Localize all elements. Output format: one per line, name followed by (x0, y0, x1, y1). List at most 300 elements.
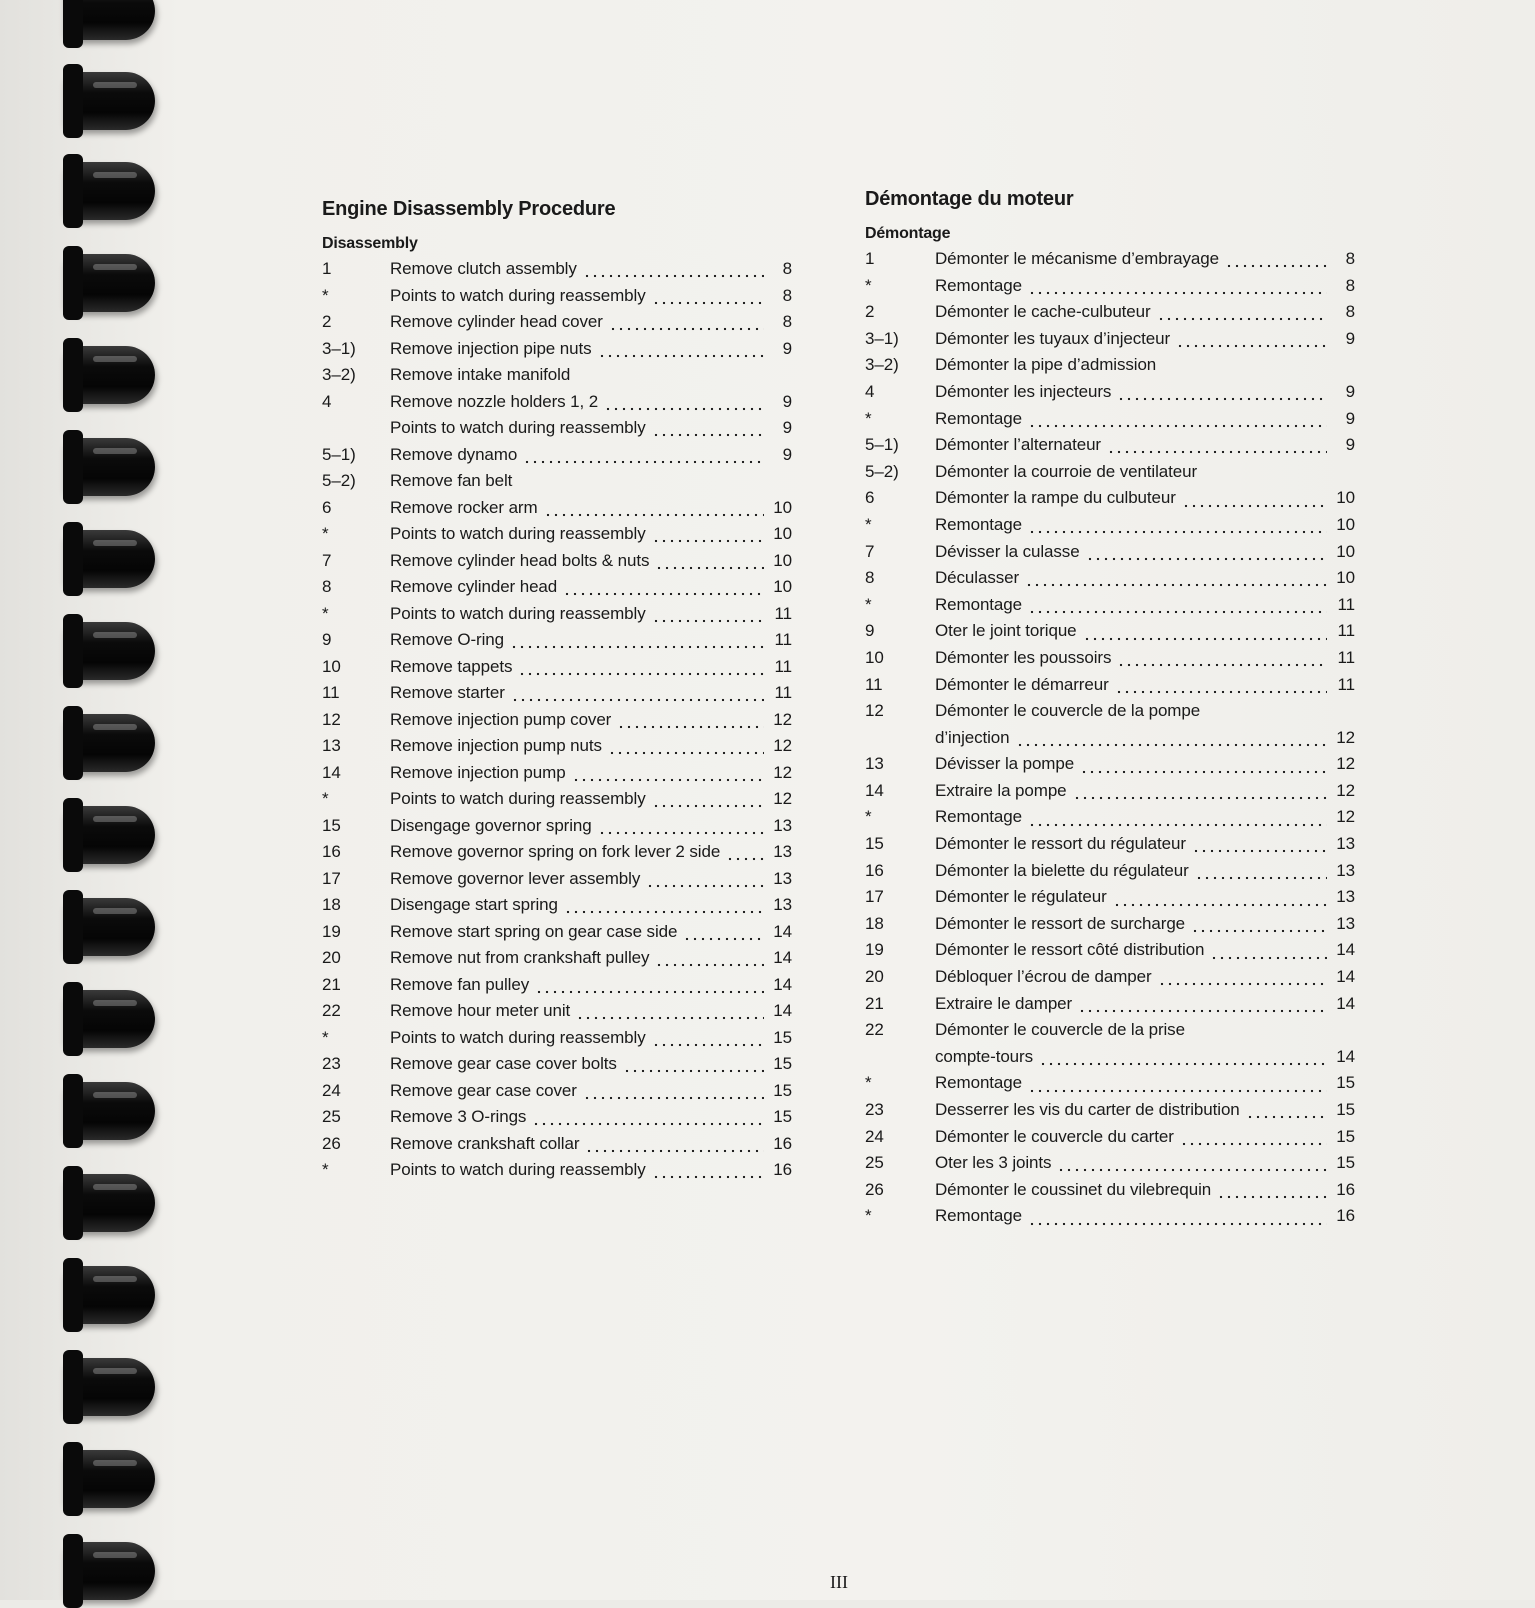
toc-item-number: 10 (865, 647, 884, 667)
toc-item-number: 26 (322, 1133, 341, 1153)
dot-leader (1195, 876, 1327, 880)
toc-item-text: Remove O-ring (390, 630, 504, 649)
toc-item-text: compte-tours (935, 1046, 1034, 1066)
toc-item-page: 13 (1336, 860, 1355, 880)
toc-row (865, 515, 1355, 542)
binding-coil (63, 1266, 155, 1324)
binding-coil (63, 162, 155, 220)
toc-item-text: Démonter le cache-culbuteur (935, 302, 1151, 322)
dot-leader (1176, 344, 1327, 348)
toc-item-page: 12 (1336, 727, 1355, 747)
toc-row (322, 604, 792, 631)
toc-item-number: 3–1) (322, 338, 356, 358)
toc-item-number: 5–2) (865, 461, 899, 481)
toc-item-number: * (322, 789, 329, 808)
toc-item-number: 14 (865, 780, 884, 800)
toc-item-page: 14 (1336, 993, 1355, 1013)
english-subtitle: Disassembly (322, 235, 418, 252)
toc-item-text: Remove hour meter unit (390, 1001, 571, 1020)
english-toc (322, 198, 792, 1187)
toc-item-page: 16 (1336, 1179, 1355, 1199)
toc-item-number: 8 (865, 568, 875, 588)
binding-coil (63, 346, 155, 404)
toc-row (322, 763, 792, 790)
toc-item-text: Remove governor lever assembly (390, 868, 641, 888)
toc-item-page: 8 (782, 285, 792, 305)
toc-row (865, 595, 1355, 622)
toc-item-page: 10 (773, 550, 792, 570)
french-toc-list (865, 249, 1355, 1233)
toc-item-text: Disengage governor spring (390, 815, 592, 835)
toc-item-number: 16 (322, 842, 341, 861)
toc-item-number: * (322, 524, 329, 543)
toc-item-number: 23 (322, 1054, 341, 1073)
toc-item-number: 19 (322, 921, 341, 941)
toc-item-page: 9 (1345, 408, 1355, 428)
toc-item-text: Dévisser la pompe (935, 754, 1075, 774)
toc-item-number: 15 (322, 815, 341, 835)
dot-leader (1057, 1168, 1327, 1172)
toc-item-text: Remontage (935, 1073, 1022, 1093)
toc-row (322, 657, 792, 684)
dot-leader (1039, 1062, 1327, 1066)
toc-row (865, 382, 1355, 409)
toc-row (865, 675, 1355, 702)
binding-coil (63, 898, 155, 956)
toc-row (865, 648, 1355, 675)
toc-item-number: * (865, 408, 872, 428)
toc-row (865, 940, 1355, 967)
dot-leader (563, 592, 764, 596)
toc-item-number: * (322, 1160, 329, 1179)
toc-item-page: 13 (773, 842, 792, 861)
dot-leader (652, 619, 764, 623)
toc-row (865, 249, 1355, 276)
toc-item-text: Démonter le ressort côté distribution (935, 940, 1205, 960)
toc-item-text: Déculasser (935, 568, 1020, 588)
toc-row (322, 471, 792, 498)
dot-leader (1073, 796, 1327, 800)
dot-leader (1157, 317, 1327, 321)
toc-row (322, 683, 792, 710)
dot-leader (617, 725, 764, 729)
toc-item-text: Démonter la bielette du régulateur (935, 860, 1189, 880)
dot-leader (1107, 450, 1327, 454)
dot-leader (1028, 291, 1327, 295)
dot-leader (1028, 610, 1327, 614)
dot-leader (1117, 663, 1327, 667)
dot-leader (518, 486, 764, 490)
toc-item-page: 14 (1336, 967, 1355, 987)
toc-item-number: 13 (322, 736, 341, 755)
toc-row (322, 286, 792, 313)
dot-leader (652, 433, 764, 437)
toc-item-text: Remontage (935, 514, 1022, 534)
toc-item-page: 12 (1336, 754, 1355, 774)
toc-row (865, 1100, 1355, 1127)
toc-item-number: 17 (865, 887, 884, 907)
toc-row (865, 701, 1355, 728)
toc-item-page: 9 (1345, 435, 1355, 455)
toc-item-page: 15 (1336, 1153, 1355, 1173)
toc-item-number: * (322, 1027, 329, 1047)
toc-item-number: 9 (322, 630, 332, 649)
toc-item-number: 19 (865, 940, 884, 960)
dot-leader (652, 1043, 764, 1047)
dot-leader (726, 857, 764, 861)
toc-row (865, 355, 1355, 382)
dot-leader (1086, 557, 1327, 561)
toc-item-text: Remove nut from crankshaft pulley (390, 948, 650, 967)
toc-item-page: 13 (1336, 834, 1355, 854)
toc-row (322, 418, 792, 445)
binding-coil (63, 438, 155, 496)
toc-item-page: 13 (1336, 913, 1355, 933)
toc-row (322, 1081, 792, 1108)
toc-item-number: 25 (322, 1107, 341, 1126)
dot-leader (1192, 849, 1327, 853)
dot-leader (655, 963, 764, 967)
toc-item-text: Remove intake manifold (390, 365, 571, 384)
dot-leader (1028, 530, 1327, 534)
toc-item-text: Démonter la rampe du culbuteur (935, 488, 1176, 508)
toc-item-page: 15 (773, 1080, 792, 1100)
toc-row (865, 967, 1355, 994)
toc-item-page: 16 (773, 1160, 792, 1179)
toc-item-text: Remove injection pump (390, 762, 566, 782)
toc-item-page: 13 (773, 815, 792, 835)
toc-item-text: Extraire le damper (935, 993, 1073, 1013)
toc-item-page: 8 (782, 312, 792, 331)
toc-item-number: * (322, 603, 329, 623)
toc-row (322, 1134, 792, 1161)
toc-item-number: 23 (865, 1100, 884, 1119)
toc-item-page: 10 (1336, 488, 1355, 508)
toc-item-number: 21 (865, 993, 884, 1013)
toc-row (865, 1127, 1355, 1154)
toc-item-page: 10 (1336, 568, 1355, 588)
toc-row (865, 621, 1355, 648)
toc-item-page: 11 (1337, 674, 1355, 694)
toc-row (865, 887, 1355, 914)
toc-item-page: 9 (782, 338, 792, 358)
dot-leader (572, 778, 764, 782)
toc-row (865, 302, 1355, 329)
toc-item-page: 9 (1345, 328, 1355, 348)
toc-row (865, 276, 1355, 303)
toc-item-text: Démonter les poussoirs (935, 647, 1112, 667)
toc-item-text: Démonter le couvercle de la pompe (935, 701, 1201, 721)
toc-item-number: * (865, 1073, 872, 1093)
binding-coil (63, 0, 155, 40)
toc-item-text: Remove gear case cover (390, 1080, 577, 1100)
dot-leader (683, 937, 764, 941)
toc-item-number: 5–2) (322, 471, 356, 490)
dot-leader (511, 698, 764, 702)
toc-row (322, 524, 792, 551)
dot-leader (583, 1096, 764, 1100)
dot-leader (544, 513, 764, 517)
dot-leader (510, 645, 764, 649)
toc-item-number: 15 (865, 834, 884, 854)
dot-leader (652, 301, 764, 305)
toc-item-number: 4 (865, 381, 875, 401)
toc-item-number: 9 (865, 621, 875, 641)
toc-row (865, 435, 1355, 462)
toc-item-text: Remove dynamo (390, 444, 518, 464)
dot-leader (1191, 1036, 1327, 1040)
dot-leader (598, 354, 764, 358)
toc-row (322, 1107, 792, 1134)
dot-leader (652, 804, 764, 808)
toc-item-number: 1 (322, 259, 332, 278)
toc-item-text: Remove fan belt (390, 471, 513, 490)
binding-coil (63, 530, 155, 588)
toc-item-number: 22 (865, 1020, 884, 1040)
toc-item-number: 17 (322, 868, 341, 888)
binding-coil (63, 990, 155, 1048)
binding-coil (63, 806, 155, 864)
dot-leader (532, 1122, 764, 1126)
toc-row (865, 994, 1355, 1021)
toc-item-text: Remove nozzle holders 1, 2 (390, 391, 599, 411)
toc-item-page: 13 (1336, 887, 1355, 907)
dot-leader (576, 380, 764, 384)
toc-item-text: Points to watch during reassembly (390, 285, 646, 305)
toc-item-text: Démonter le mécanisme d’embrayage (935, 249, 1219, 268)
dot-leader (1078, 1009, 1327, 1013)
toc-item-number: 21 (322, 974, 341, 994)
toc-item-number: 12 (322, 709, 341, 729)
toc-item-number: 8 (322, 577, 332, 596)
dot-leader (535, 990, 764, 994)
toc-row (865, 542, 1355, 569)
dot-leader (609, 327, 764, 331)
toc-row (865, 1047, 1355, 1074)
toc-item-page: 16 (1336, 1206, 1355, 1226)
toc-item-text: Oter les 3 joints (935, 1153, 1052, 1173)
toc-item-text: Démonter le démarreur (935, 674, 1109, 694)
dot-leader (1191, 929, 1327, 933)
toc-row (322, 445, 792, 472)
toc-item-text: Remove cylinder head (390, 577, 558, 596)
dot-leader (1115, 690, 1327, 694)
toc-item-text: Remove gear case cover bolts (390, 1054, 617, 1073)
toc-row (322, 498, 792, 525)
toc-item-page: 14 (773, 948, 792, 967)
toc-item-page: 11 (1337, 621, 1355, 641)
toc-item-text: Remove cylinder head bolts & nuts (390, 550, 650, 570)
toc-item-text: Remove fan pulley (390, 974, 530, 994)
toc-item-number: 11 (322, 683, 340, 702)
toc-item-number: 3–2) (322, 365, 356, 384)
toc-row (865, 834, 1355, 861)
binding-coil (63, 1082, 155, 1140)
toc-row (322, 789, 792, 816)
toc-item-page: 14 (773, 1001, 792, 1020)
dot-leader (1025, 583, 1327, 587)
toc-item-text: Remove rocker arm (390, 497, 538, 517)
toc-item-text: Desserrer les vis du carter de distribution (935, 1100, 1240, 1119)
toc-row (322, 895, 792, 922)
toc-item-number: 22 (322, 1001, 341, 1020)
dot-leader (1028, 1222, 1327, 1226)
toc-item-text: Remove injection pipe nuts (390, 338, 592, 358)
toc-item-page: 8 (1345, 249, 1355, 268)
toc-item-text: Dévisser la culasse (935, 541, 1080, 561)
toc-item-number: * (865, 807, 872, 827)
toc-item-number: 3–1) (865, 328, 899, 348)
toc-item-text: Démonter le couvercle du carter (935, 1126, 1174, 1146)
toc-item-text: Démonter le coussinet du vilebrequin (935, 1179, 1212, 1199)
dot-leader (1180, 1142, 1327, 1146)
toc-item-number: 20 (322, 948, 341, 967)
dot-leader (1117, 397, 1327, 401)
toc-item-page: 11 (774, 656, 792, 676)
toc-item-number: 26 (865, 1179, 884, 1199)
toc-item-page: 15 (773, 1107, 792, 1126)
toc-item-text: Remove clutch assembly (390, 259, 577, 278)
toc-item-text: Remove injection pump nuts (390, 736, 602, 755)
toc-item-page: 15 (773, 1054, 792, 1073)
toc-row (865, 1180, 1355, 1207)
toc-item-number: 2 (322, 312, 332, 331)
dot-leader (598, 831, 764, 835)
toc-item-page: 10 (773, 524, 792, 543)
toc-item-text: Démonter la courroie de ventilateur (935, 461, 1198, 481)
toc-item-number: 20 (865, 967, 884, 987)
toc-row (865, 409, 1355, 436)
toc-row (865, 329, 1355, 356)
toc-item-text: Démonter le ressort de surcharge (935, 913, 1186, 933)
spiral-binding (55, 0, 165, 1600)
dot-leader (583, 274, 764, 278)
toc-row (322, 1054, 792, 1081)
toc-row (322, 736, 792, 763)
toc-row (322, 577, 792, 604)
toc-item-text: Remontage (935, 807, 1022, 827)
toc-item-text: Démonter le couvercle de la prise (935, 1020, 1185, 1040)
toc-row (322, 312, 792, 339)
dot-leader (646, 884, 764, 888)
dot-leader (1162, 371, 1327, 375)
toc-item-page: 15 (1336, 1073, 1355, 1093)
toc-item-page: 11 (774, 630, 792, 649)
dot-leader (1028, 424, 1327, 428)
toc-row (865, 488, 1355, 515)
toc-item-page: 8 (1345, 275, 1355, 295)
toc-item-text: Remove injection pump cover (390, 709, 612, 729)
toc-item-text: Points to watch during reassembly (390, 418, 646, 437)
toc-item-number: 12 (865, 701, 884, 721)
toc-row (865, 781, 1355, 808)
toc-item-page: 11 (1337, 647, 1355, 667)
toc-item-text: Points to watch during reassembly (390, 1160, 646, 1179)
toc-item-page: 9 (782, 444, 792, 464)
toc-row (322, 842, 792, 869)
toc-row (865, 1073, 1355, 1100)
binding-coil (63, 622, 155, 680)
toc-item-text: Remove 3 O-rings (390, 1107, 527, 1126)
dot-leader (1113, 903, 1327, 907)
toc-item-page: 11 (774, 683, 792, 702)
toc-item-page: 9 (782, 418, 792, 437)
toc-row (322, 392, 792, 419)
toc-item-text: Oter le joint torique (935, 621, 1077, 641)
toc-item-number: 7 (322, 550, 332, 570)
dot-leader (1203, 477, 1327, 481)
dot-leader (1016, 743, 1327, 747)
toc-item-page: 13 (773, 895, 792, 914)
toc-row (865, 1020, 1355, 1047)
french-toc (865, 188, 1355, 1233)
toc-row (322, 975, 792, 1002)
toc-item-number: 25 (865, 1153, 884, 1173)
toc-item-number: 11 (865, 674, 883, 694)
toc-item-number: 13 (865, 754, 884, 774)
toc-row (322, 948, 792, 975)
toc-item-number: * (322, 285, 329, 305)
toc-item-number: 4 (322, 391, 332, 411)
toc-item-page: 10 (1336, 514, 1355, 534)
toc-item-page: 15 (773, 1027, 792, 1047)
toc-item-number: 24 (322, 1080, 341, 1100)
toc-item-number: 5–1) (865, 435, 899, 455)
french-subtitle: Démontage (865, 225, 951, 242)
toc-item-text: Disengage start spring (390, 895, 558, 914)
toc-item-text: Remontage (935, 408, 1022, 428)
toc-item-page: 10 (1336, 541, 1355, 561)
toc-item-page: 12 (773, 736, 792, 755)
dot-leader (1182, 504, 1327, 508)
toc-item-page: 10 (773, 577, 792, 596)
toc-item-page: 15 (1336, 1126, 1355, 1146)
dot-leader (608, 751, 764, 755)
toc-item-text: Remove start spring on gear case side (390, 921, 678, 941)
english-title: Engine Disassembly Procedure (322, 198, 616, 220)
toc-row (322, 339, 792, 366)
dot-leader (1225, 264, 1327, 268)
toc-item-page: 14 (1336, 940, 1355, 960)
toc-item-text: Remove governor spring on fork lever 2 side (390, 842, 721, 861)
toc-item-text: Démonter les injecteurs (935, 381, 1112, 401)
toc-item-page: 12 (1336, 780, 1355, 800)
dot-leader (576, 1016, 764, 1020)
toc-item-page: 15 (1336, 1100, 1355, 1119)
toc-item-page: 14 (1336, 1046, 1355, 1066)
dot-leader (1210, 956, 1327, 960)
toc-item-number: 5–1) (322, 444, 356, 464)
toc-item-number: 6 (322, 497, 332, 517)
dot-leader (623, 1069, 764, 1073)
toc-row (865, 568, 1355, 595)
toc-item-text: Points to watch during reassembly (390, 524, 646, 543)
toc-item-number: 1 (865, 249, 875, 268)
toc-item-number: 18 (322, 895, 341, 914)
dot-leader (655, 566, 764, 570)
toc-item-text: Points to watch during reassembly (390, 789, 646, 808)
english-toc-list (322, 259, 792, 1187)
toc-item-text: d’injection (935, 727, 1010, 747)
page-number: III (830, 1572, 848, 1592)
dot-leader (518, 672, 764, 676)
toc-item-page: 11 (1337, 594, 1355, 614)
toc-item-text: Démonter l’alternateur (935, 435, 1101, 455)
toc-item-page: 12 (773, 762, 792, 782)
toc-row (322, 551, 792, 578)
toc-row (322, 710, 792, 737)
toc-item-number: * (865, 594, 872, 614)
